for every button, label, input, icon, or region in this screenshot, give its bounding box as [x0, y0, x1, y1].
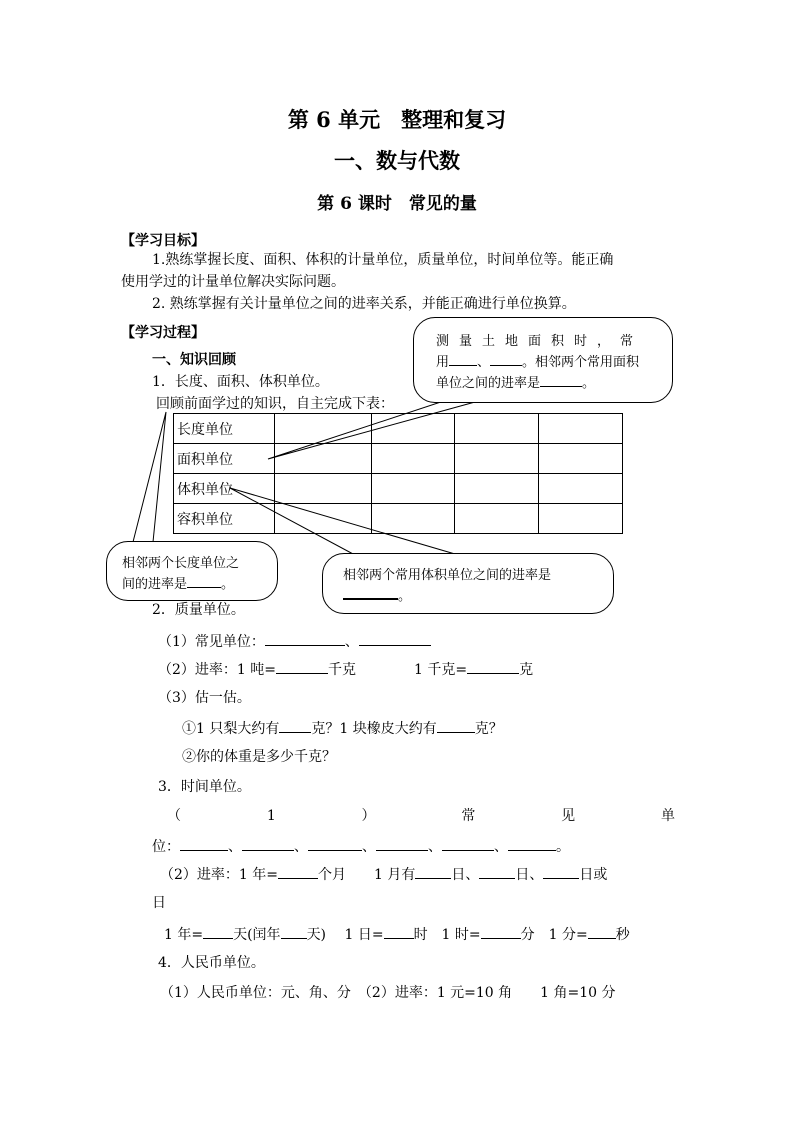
answer-blank[interactable]: [490, 351, 522, 366]
mass-rate-label: （2）进率：1 吨=: [158, 662, 276, 678]
mass-q1-b: 克？1 块橡皮大约有: [311, 721, 437, 737]
time-conversions: [164, 924, 630, 945]
mass-rate-kg2: 1 千克=: [414, 662, 468, 678]
time-common-start: 位：: [152, 839, 180, 855]
time-common-line-2: [152, 836, 570, 857]
time-sep: 、: [428, 839, 442, 855]
volume-callout-line-1: 相邻两个常用体积单位之间的进率是: [343, 568, 552, 583]
answer-blank[interactable]: [281, 924, 307, 939]
time-rates-line-2: 日: [152, 895, 166, 911]
time-sep: 、: [228, 839, 242, 855]
mass-question-2: ②你的体重是多少千克？: [182, 749, 336, 765]
mass-question-1: [182, 718, 503, 739]
time-common-part: 常: [461, 808, 476, 824]
answer-blank[interactable]: [442, 836, 494, 851]
goal-1-line-2: 使用学过的计量单位解决实际问题。: [121, 274, 345, 290]
length-callout-line-1: 相邻两个长度单位之: [122, 556, 240, 571]
land-callout-text-1: 测量土地面积时，常: [436, 334, 644, 349]
answer-blank[interactable]: [384, 924, 414, 939]
time-row3-b: 天(闰年: [233, 927, 281, 943]
answer-blank[interactable]: [543, 864, 579, 879]
answer-blank[interactable]: [508, 836, 556, 851]
table-row-label: 体积单位: [174, 474, 275, 504]
mass-common-units: [158, 631, 431, 652]
answer-blank[interactable]: [449, 351, 477, 366]
time-sep: 、: [362, 839, 376, 855]
land-callout-line-3: [436, 372, 595, 391]
mass-q1-c: 克？: [474, 721, 503, 737]
mass-q1-a: ①1 只梨大约有: [182, 721, 280, 737]
land-callout-text-3b: 。: [582, 376, 596, 391]
section-1-title: 1．长度、面积、体积单位。: [152, 374, 329, 390]
answer-blank[interactable]: [588, 924, 616, 939]
lesson-title: 第 6 课时 常见的量: [317, 194, 477, 214]
table-row-label: 长度单位: [174, 414, 275, 444]
answer-blank[interactable]: [467, 659, 519, 674]
length-callout-pointer: [133, 412, 166, 542]
answer-blank[interactable]: [479, 864, 515, 879]
volume-callout-end: 。: [398, 589, 412, 604]
section-3-title: 3．时间单位。: [158, 779, 251, 795]
answer-blank[interactable]: [242, 836, 294, 851]
section-4-title: 4．人民币单位。: [158, 955, 265, 971]
goal-2: 2. 熟练掌握有关计量单位之间的进率关系，并能正确进行单位换算。: [152, 296, 576, 312]
land-callout-text-3a: 单位之间的进率是: [436, 376, 541, 391]
time-common-line-1: [167, 806, 675, 826]
time-sep: 、: [494, 839, 508, 855]
time-rate-b: 个月 1 月有: [318, 867, 416, 883]
time-rate-e: 日或: [579, 867, 608, 883]
land-callout-line-1: [436, 330, 650, 349]
land-callout-sep: 、: [477, 355, 491, 370]
mass-rate-g: 克: [519, 662, 534, 678]
mass-estimate-heading: （3）估一估。: [158, 690, 251, 706]
time-row3-f: 秒: [615, 927, 630, 943]
table-row-label: 容积单位: [174, 504, 275, 534]
length-callout: [106, 541, 278, 601]
time-rate-d: 日、: [515, 867, 544, 883]
land-callout-line-2: [436, 351, 639, 370]
time-row3-a: 1 年=: [164, 927, 204, 943]
answer-blank[interactable]: [359, 631, 431, 646]
land-callout-pointer: [268, 395, 475, 459]
money-line: （1）人民币单位：元、角、分 （2）进率：1 元=10 角 1 角=10 分: [160, 985, 616, 1001]
goal-1-line-1: 1.熟练掌握长度、面积、体积的计量单位，质量单位，时间单位等。能正确: [152, 252, 614, 268]
answer-blank[interactable]: [540, 372, 582, 387]
time-common-part: 1: [266, 808, 276, 824]
answer-blank[interactable]: [203, 924, 233, 939]
mass-common-sep: 、: [344, 634, 359, 650]
topic-title: 一、数与代数: [334, 148, 460, 173]
volume-callout: [322, 553, 614, 614]
land-callout-text-2b: 。相邻两个常用面积: [522, 355, 640, 370]
length-callout-line-2: [122, 573, 234, 592]
time-rate-c: 日、: [451, 867, 480, 883]
time-common-part: 单: [660, 808, 675, 824]
time-rates-line-1: [160, 864, 607, 885]
answer-blank[interactable]: [308, 836, 362, 851]
unit-title: 第 6 单元 整理和复习: [287, 107, 507, 132]
answer-blank[interactable]: [437, 718, 475, 733]
volume-callout-line-2: [343, 584, 411, 604]
length-callout-text-2a: 间的进率是: [122, 577, 188, 592]
length-callout-text-2b: 。: [221, 577, 235, 592]
time-row3-d: 时 1 时=: [413, 927, 481, 943]
answer-blank[interactable]: [415, 864, 451, 879]
section-2-title: 2．质量单位。: [152, 602, 245, 618]
time-rate-a: （2）进率：1 年=: [160, 867, 278, 883]
time-row3-c: 天) 1 日=: [306, 927, 384, 943]
time-row3-e: 分 1 分=: [520, 927, 588, 943]
answer-blank[interactable]: [376, 836, 428, 851]
time-common-part: ）: [361, 808, 376, 824]
time-common-part: 见: [561, 808, 576, 824]
land-area-callout: [413, 317, 673, 403]
goals-heading: 【学习目标】: [121, 233, 205, 249]
mass-common-label: （1）常见单位：: [158, 634, 265, 650]
answer-blank[interactable]: [279, 718, 311, 733]
answer-blank[interactable]: [276, 659, 328, 674]
time-end: 。: [556, 839, 570, 855]
answer-blank[interactable]: [481, 924, 521, 939]
time-sep: 、: [294, 839, 308, 855]
land-callout-text-2a: 用: [436, 355, 450, 370]
process-heading: 【学习过程】: [121, 325, 205, 341]
time-common-part: （: [167, 808, 181, 824]
review-heading: 一、知识回顾: [152, 352, 236, 368]
answer-blank[interactable]: [278, 864, 318, 879]
answer-blank[interactable]: [265, 631, 345, 646]
answer-blank[interactable]: [187, 573, 221, 588]
table-row-label: 面积单位: [174, 444, 275, 474]
answer-blank[interactable]: [180, 836, 228, 851]
answer-blank[interactable]: [343, 584, 398, 600]
mass-rate-kg: 千克: [328, 662, 356, 678]
section-1-instruction: 回顾前面学过的知识，自主完成下表：: [156, 396, 394, 412]
mass-rates: [158, 659, 533, 680]
